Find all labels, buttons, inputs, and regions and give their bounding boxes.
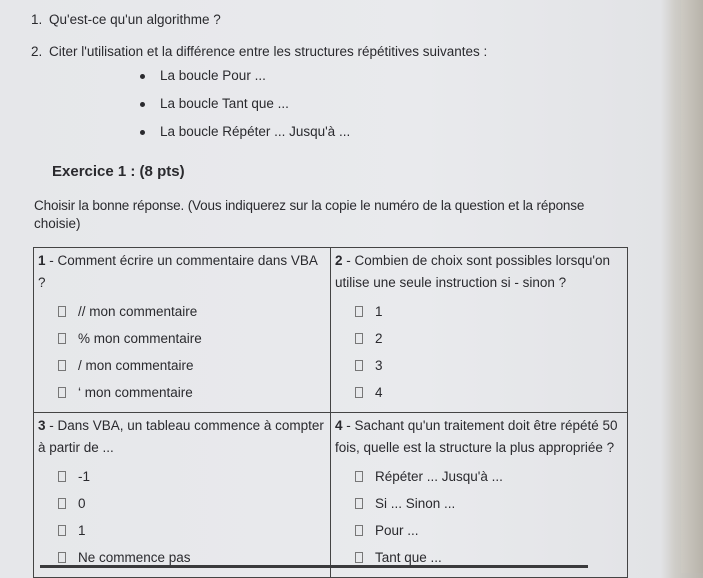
- exercise-title: Exercice 1 : (8 pts): [52, 163, 185, 180]
- option[interactable]: [38, 463, 326, 490]
- question-text: - Dans VBA, un tableau commence à compter à partir de ...: [38, 418, 324, 455]
- checkbox-icon[interactable]: [355, 306, 363, 317]
- option-label: 1: [78, 522, 86, 538]
- option-label: 4: [375, 384, 383, 400]
- checkbox-icon[interactable]: [58, 552, 66, 563]
- checkbox-icon[interactable]: [355, 387, 363, 398]
- exercise-instructions: Choisir la bonne réponse. (Vous indiquerez sur la copie le numéro de la question et la réponse: [34, 198, 585, 213]
- option[interactable]: [38, 379, 326, 406]
- mcq-cell-1: [34, 248, 331, 413]
- option[interactable]: [38, 325, 326, 352]
- checkbox-icon[interactable]: [355, 525, 363, 536]
- option-label: Répéter ... Jusqu'à ...: [375, 468, 503, 484]
- checkbox-icon[interactable]: [58, 525, 66, 536]
- option-label: -1: [78, 468, 91, 484]
- mcq-cell-2: [331, 248, 628, 413]
- background-surface: [681, 0, 703, 573]
- checkbox-icon[interactable]: [355, 552, 363, 563]
- mcq-table: [33, 247, 628, 578]
- checkbox-icon[interactable]: [58, 360, 66, 371]
- option[interactable]: [335, 463, 623, 490]
- bullet-item: La boucle Tant que ...: [160, 96, 289, 111]
- bullet-icon: [140, 102, 145, 107]
- divider-line: [40, 565, 588, 568]
- question-number: 2: [335, 253, 343, 268]
- option[interactable]: [38, 352, 326, 379]
- bullet-item: La boucle Répéter ... Jusqu'à ...: [160, 124, 351, 139]
- checkbox-icon[interactable]: [58, 306, 66, 317]
- option-label: Pour ...: [375, 522, 419, 538]
- option[interactable]: [38, 298, 326, 325]
- question-number: 4: [335, 418, 343, 433]
- checkbox-icon[interactable]: [355, 360, 363, 371]
- option[interactable]: [335, 490, 623, 517]
- checkbox-icon[interactable]: [58, 387, 66, 398]
- option[interactable]: [38, 490, 326, 517]
- option-label: ‘ mon commentaire: [78, 384, 193, 400]
- option-label: // mon commentaire: [78, 303, 198, 319]
- bullet-item: La boucle Pour ...: [160, 68, 266, 83]
- option-label: Tant que ...: [375, 549, 442, 565]
- question-number: 3: [38, 418, 46, 433]
- option-label: 1: [375, 303, 383, 319]
- bullet-icon: [140, 74, 145, 79]
- checkbox-icon[interactable]: [355, 498, 363, 509]
- option[interactable]: [335, 298, 623, 325]
- mcq-cell-3: [34, 413, 331, 578]
- checkbox-icon[interactable]: [58, 471, 66, 482]
- option-label: 0: [78, 495, 86, 511]
- question-text: - Sachant qu'un traitement doit être répété 50 fois, quelle est la structure la plus appropriée ?: [335, 418, 618, 455]
- option[interactable]: [335, 325, 623, 352]
- option-label: 3: [375, 357, 383, 373]
- exercise-instructions-cont: choisie): [34, 216, 81, 231]
- question-text: - Combien de choix sont possibles lorsqu'on utilise une seule instruction si - sinon ?: [335, 253, 610, 290]
- question-text: - Comment écrire un commentaire dans VBA ?: [38, 253, 318, 290]
- option-label: 2: [375, 330, 383, 346]
- option[interactable]: [335, 379, 623, 406]
- option-label: Si ... Sinon ...: [375, 495, 456, 511]
- option-label: % mon commentaire: [78, 330, 202, 346]
- checkbox-icon[interactable]: [58, 333, 66, 344]
- option-label: / mon commentaire: [78, 357, 194, 373]
- checkbox-icon[interactable]: [355, 471, 363, 482]
- option[interactable]: [335, 352, 623, 379]
- option[interactable]: [335, 517, 623, 544]
- checkbox-icon[interactable]: [355, 333, 363, 344]
- option-label: Ne commence pas: [78, 549, 191, 565]
- question-number: 1: [38, 253, 46, 268]
- checkbox-icon[interactable]: [58, 498, 66, 509]
- question-1-number: 1.: [31, 12, 43, 27]
- bullet-icon: [140, 130, 145, 135]
- question-2-text: Citer l'utilisation et la différence entre les structures répétitives suivantes :: [49, 44, 488, 59]
- question-1-text: Qu'est-ce qu'un algorithme ?: [49, 12, 221, 27]
- question-2-number: 2.: [31, 44, 43, 59]
- mcq-cell-4: [331, 413, 628, 578]
- option[interactable]: [38, 517, 326, 544]
